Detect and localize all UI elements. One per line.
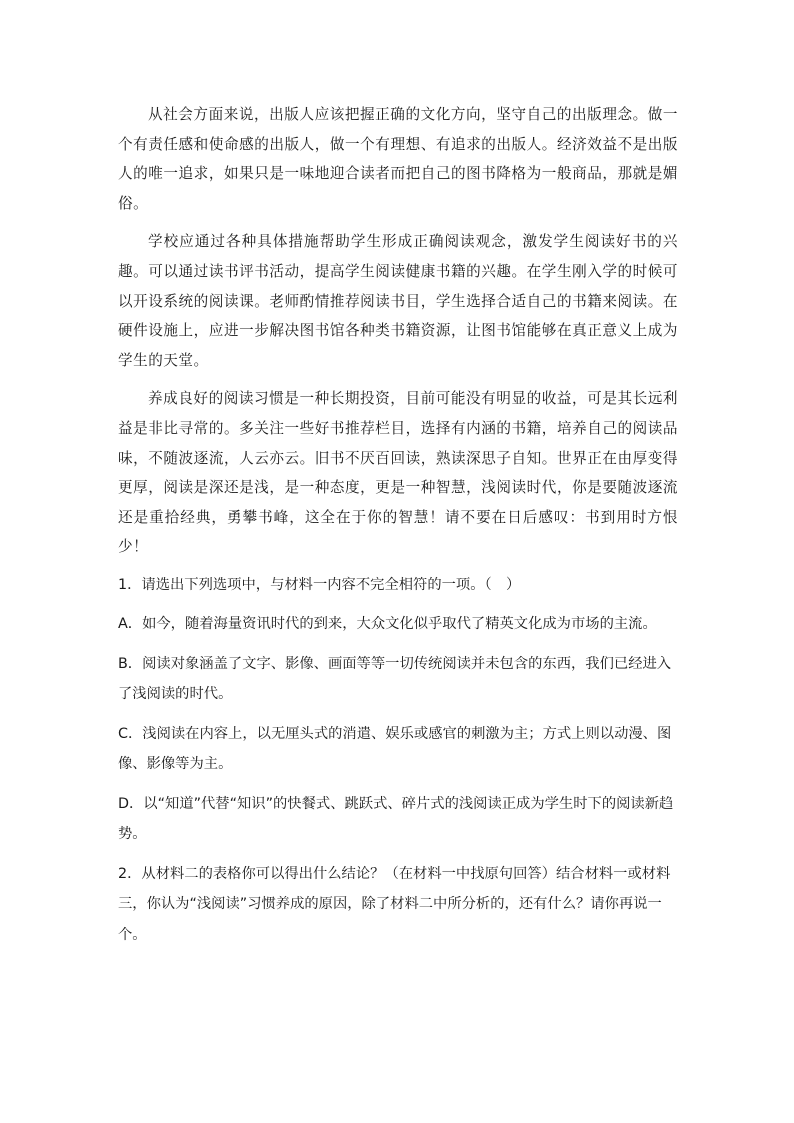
passage-paragraph-1: 从社会方面来说，出版人应该把握正确的文化方向，坚守自己的出版理念。做一个有责任感和使命感的出版人，做一个有理想、有追求的出版人。经济效益不是出版人的唯一追求，如果只是一味地迎合读者而把自己的图书降格为一般商品，那就是媚俗。 [118,106,678,212]
passage-paragraph-2: 学校应通过各种具体措施帮助学生形成正确阅读观念，激发学生阅读好书的兴趣。可以通过读书评书活动，提高学生阅读健康书籍的兴趣。在学生刚入学的时候可以开设系统的阅读课。老师酌情推荐阅读书目，学生选择合适自己的书籍来阅读。在硬件设施上，应进一步解决图书馆各种类书籍资源，让图书馆能够在真正意义上成为学生的天堂。 [118,233,678,369]
question-1-option-a: A．如今，随着海量资讯时代的到来，大众文化似乎取代了精英文化成为市场的主流。 [118,616,657,633]
document-content [118,100,678,959]
question-1-option-c: C．浅阅读在内容上，以无厘头式的消遣、娱乐或感官的刺激为主；方式上则以动漫、图像、影像等为主。 [118,725,672,773]
question-1-option-b: B．阅读对象涵盖了文字、影像、画面等等一切传统阅读并未包含的东西，我们已经进入了浅阅读的时代。 [118,655,672,703]
passage-paragraph-3: 养成良好的阅读习惯是一种长期投资，目前可能没有明显的收益，可是其长远利益是非比寻常的。多关注一些好书推荐栏目，选择有内涵的书籍，培养自己的阅读品味，不随波逐流，人云亦云。旧书不厌百回读，熟读深思子自知。世界正在由厚变得更厚，阅读是深还是浅，是一种态度，更是一种智慧，浅阅读时代，你是要随波逐流还是重拾经典，勇攀书峰，这全在于你的智慧！请不要在日后感叹：书到用时方恨少！ [118,390,678,556]
question-1-stem: 1．请选出下列选项中，与材料一内容不完全相符的一项。（ ） [118,576,521,593]
question-1-option-d: D．以“知道”代替“知识”的快餐式、跳跃式、碎片式的浅阅读正成为学生时下的阅读新趋势。 [118,795,674,843]
question-2-stem: 2．从材料二的表格你可以得出什么结论？（在材料一中找原句回答）结合材料一或材料三，你认为“浅阅读”习惯养成的原因，除了材料二中所分析的，还有什么？请你再说一个。 [118,865,671,943]
